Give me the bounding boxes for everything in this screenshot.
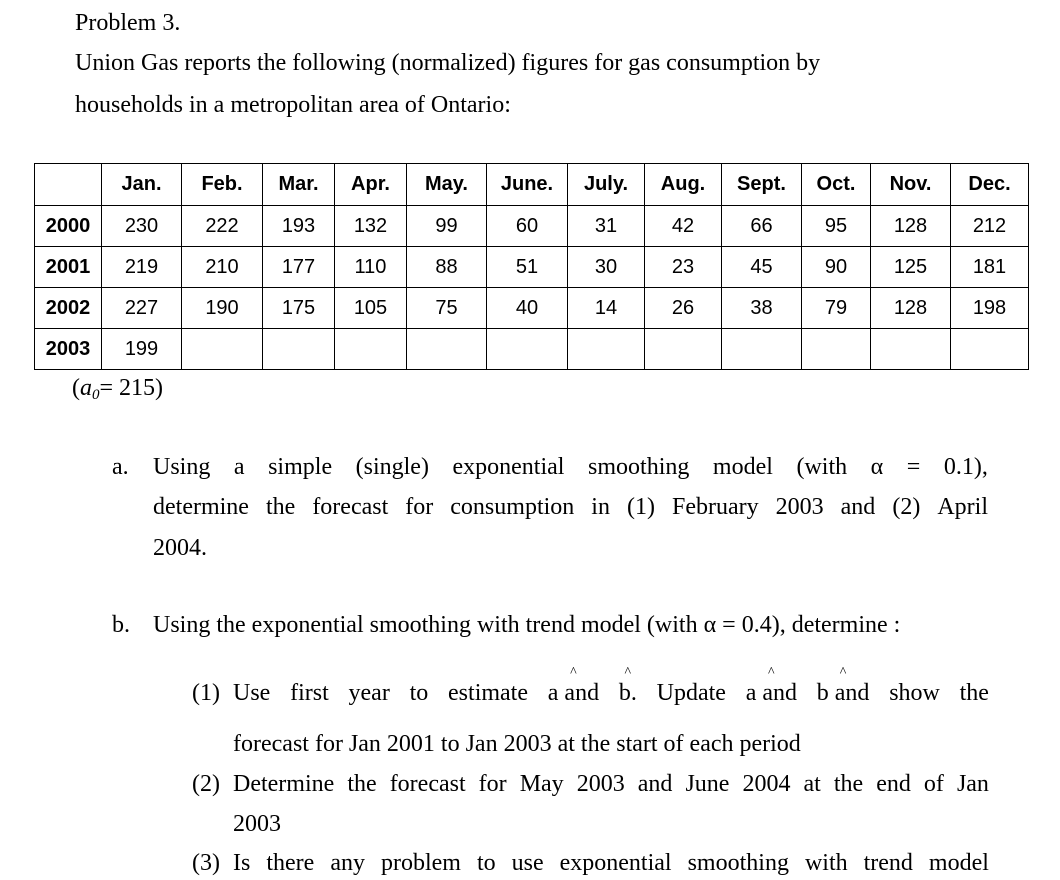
table-cell [802, 329, 871, 370]
word: trend [863, 850, 913, 876]
table-cell: 175 [263, 288, 335, 329]
table-cell: 79 [802, 288, 871, 329]
item-1-marker: (1) [192, 680, 220, 706]
table-cell [335, 329, 407, 370]
a0-variable: a [80, 375, 92, 401]
word: with [804, 850, 848, 876]
word: the [959, 680, 989, 706]
a0-subscript: 0 [92, 387, 100, 403]
col-header: June. [487, 164, 568, 206]
word: the [265, 494, 296, 520]
table-header-row [35, 164, 1029, 206]
a-hat-term: ^ a and [746, 679, 797, 707]
intro-line-1: Union Gas reports the following (normalized) figures for gas consumption by [75, 50, 821, 76]
word: 2003 [775, 494, 824, 520]
word: the [347, 771, 377, 797]
word: exponential [559, 850, 672, 876]
table-cell [263, 329, 335, 370]
table-cell: 14 [568, 288, 645, 329]
table-cell: 177 [263, 247, 335, 288]
word: use [511, 850, 544, 876]
word: and [840, 494, 876, 520]
word: forecast [389, 771, 466, 797]
word: model [712, 454, 773, 480]
word: the [833, 771, 864, 797]
table-cell [182, 329, 263, 370]
table-row [35, 247, 1029, 288]
word: exponential [452, 454, 565, 480]
col-header: Feb. [182, 164, 263, 206]
word: year [348, 680, 390, 706]
question-a-label: a. [112, 454, 129, 480]
table-row [35, 329, 1029, 370]
table-cell: 30 [568, 247, 645, 288]
table-cell: 99 [407, 206, 487, 247]
item-1-line-1 [233, 679, 989, 707]
problem-title: Problem 3. [75, 10, 181, 36]
table-cell: 38 [722, 288, 802, 329]
row-year: 2001 [35, 247, 102, 288]
table-cell [722, 329, 802, 370]
table-cell: 219 [102, 247, 182, 288]
word: Update [656, 680, 726, 706]
word: = [906, 454, 921, 480]
item-2-marker: (2) [192, 771, 220, 797]
table-cell [407, 329, 487, 370]
word: any [330, 850, 365, 876]
table-cell: 23 [645, 247, 722, 288]
row-year: 2002 [35, 288, 102, 329]
word: to [476, 850, 496, 876]
table-cell: 222 [182, 206, 263, 247]
table-cell: 212 [951, 206, 1029, 247]
gas-consumption-table [34, 163, 1029, 370]
word: α [870, 454, 884, 480]
item-2-line-1 [233, 770, 989, 798]
table-cell: 181 [951, 247, 1029, 288]
word: (1) [626, 494, 655, 520]
word: and [637, 771, 673, 797]
word: Determine [233, 771, 335, 797]
table-cell [871, 329, 951, 370]
table-cell: 40 [487, 288, 568, 329]
word: first [290, 680, 329, 706]
col-header: Apr. [335, 164, 407, 206]
word: there [266, 850, 315, 876]
item-3-line-1 [233, 849, 989, 877]
word: for [478, 771, 507, 797]
intro-line-2: households in a metropolitan area of Ontario: [75, 92, 511, 118]
word: (single) [355, 454, 429, 480]
table-cell: 60 [487, 206, 568, 247]
word: determine [153, 494, 249, 520]
table-cell: 75 [407, 288, 487, 329]
col-header: Nov. [871, 164, 951, 206]
word: for [405, 494, 434, 520]
word: to [409, 680, 429, 706]
col-header: Jan. [102, 164, 182, 206]
b-hat-term: ^ b and [817, 679, 870, 707]
a0-open: ( [72, 375, 80, 401]
table-row [35, 288, 1029, 329]
col-header: Mar. [263, 164, 335, 206]
word: (with [796, 454, 848, 480]
question-a-line-2 [153, 493, 988, 521]
col-header: Oct. [802, 164, 871, 206]
table-cell: 132 [335, 206, 407, 247]
table-row [35, 206, 1029, 247]
a-hat-term: ^ a and [548, 679, 599, 707]
col-header: Sept. [722, 164, 802, 206]
item-2-line-2: 2003 [233, 811, 281, 837]
word: forecast [312, 494, 389, 520]
table-cell: 128 [871, 288, 951, 329]
item-1-line-2: forecast for Jan 2001 to Jan 2003 at the start of each period [233, 731, 801, 757]
table-cell: 31 [568, 206, 645, 247]
table-cell: 45 [722, 247, 802, 288]
table-cell [487, 329, 568, 370]
word: simple [268, 454, 333, 480]
table-cell [951, 329, 1029, 370]
table-cell: 51 [487, 247, 568, 288]
table-corner-cell [35, 164, 102, 206]
question-b-line-1: Using the exponential smoothing with trend model (with α = 0.4), determine : [153, 612, 901, 638]
table-cell [568, 329, 645, 370]
table-cell: 42 [645, 206, 722, 247]
word: of [923, 771, 944, 797]
word: Using [153, 454, 211, 480]
col-header: Aug. [645, 164, 722, 206]
word: Use [233, 680, 271, 706]
table-cell: 95 [802, 206, 871, 247]
word: smoothing [687, 850, 789, 876]
word: 2003 [576, 771, 625, 797]
table-cell: 90 [802, 247, 871, 288]
word: consumption [450, 494, 575, 520]
word: at [803, 771, 821, 797]
col-header: May. [407, 164, 487, 206]
question-b-label: b. [112, 612, 130, 638]
word: smoothing [588, 454, 690, 480]
table-cell: 125 [871, 247, 951, 288]
table-cell: 88 [407, 247, 487, 288]
table-cell [645, 329, 722, 370]
word: 0.1), [943, 454, 988, 480]
col-header: July. [568, 164, 645, 206]
word: February [671, 494, 759, 520]
word: end [876, 771, 911, 797]
question-a-line-3: 2004. [153, 535, 207, 561]
initial-value-note [72, 374, 163, 409]
word: May [519, 771, 564, 797]
col-header: Dec. [951, 164, 1029, 206]
row-year: 2000 [35, 206, 102, 247]
table-cell: 190 [182, 288, 263, 329]
table-cell: 110 [335, 247, 407, 288]
table-cell: 26 [645, 288, 722, 329]
word: Is [233, 850, 251, 876]
word: model [928, 850, 989, 876]
table-cell: 128 [871, 206, 951, 247]
word: Jan [956, 771, 989, 797]
table-cell: 227 [102, 288, 182, 329]
b-hat-term: ^ b. [619, 679, 637, 707]
word: in [591, 494, 610, 520]
table-cell: 210 [182, 247, 263, 288]
question-a-line-1 [153, 453, 988, 481]
item-3-marker: (3) [192, 850, 220, 876]
word: a [233, 454, 245, 480]
word: estimate [448, 680, 528, 706]
table-cell: 105 [335, 288, 407, 329]
word: (2) [892, 494, 921, 520]
word: show [889, 680, 940, 706]
word: April [937, 494, 988, 520]
table-cell: 230 [102, 206, 182, 247]
a0-value: = 215) [99, 375, 164, 401]
word: June [685, 771, 730, 797]
table-cell: 66 [722, 206, 802, 247]
table-cell: 193 [263, 206, 335, 247]
word: 2004 [742, 771, 791, 797]
table-cell: 198 [951, 288, 1029, 329]
row-year: 2003 [35, 329, 102, 370]
table-cell: 199 [102, 329, 182, 370]
word: problem [380, 850, 461, 876]
